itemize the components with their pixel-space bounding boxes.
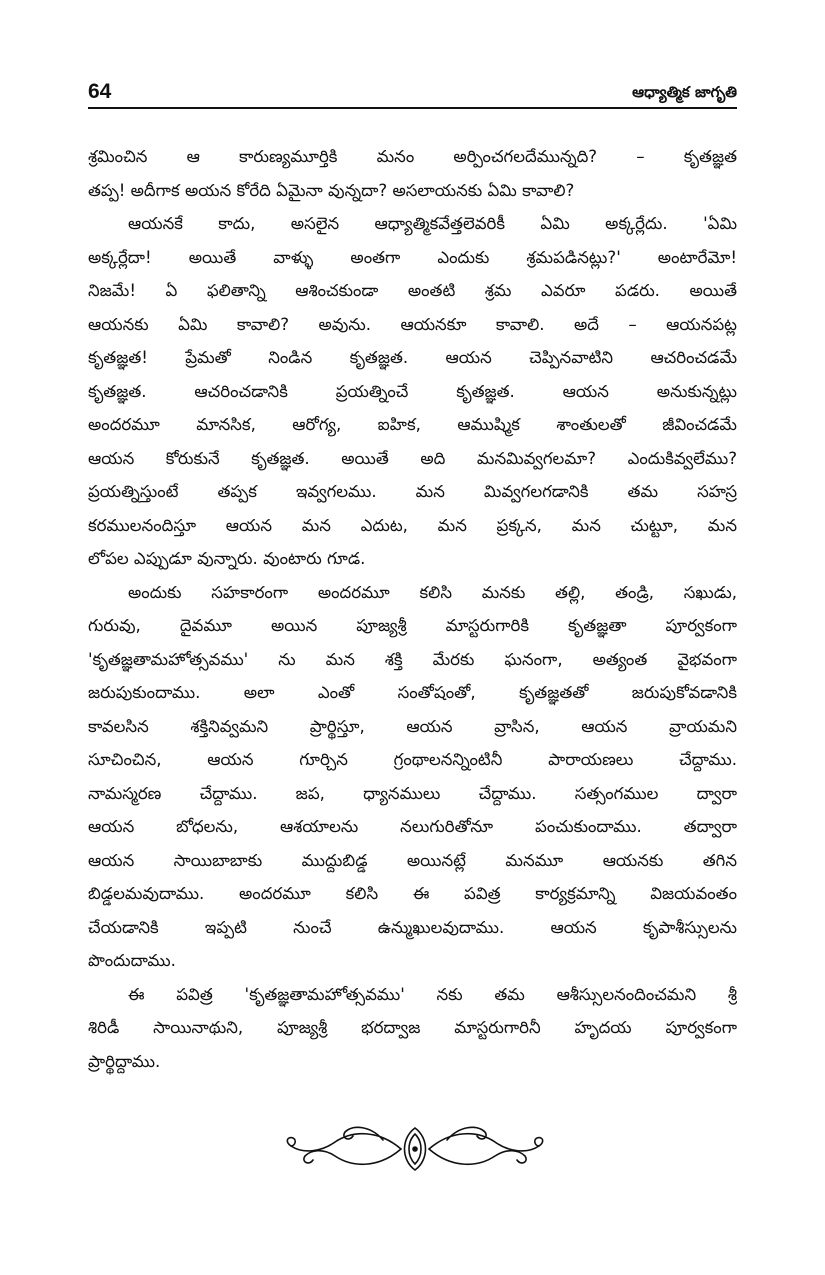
page-header xyxy=(88,78,737,106)
text-line: కృతజ్ఞత! ప్రేమతో నిండిన కృతజ్ఞత. ఆయన చెప్పినవాటిని ఆచరించడమే xyxy=(88,348,737,367)
text-line: అందుకు సహకారంగా అందరమూ కలిసి మనకు తల్లి, తండ్రి, సఖుడు, xyxy=(128,582,737,602)
text-line: ప్రయత్నిస్తుంటే తప్పక ఇవ్వగలము. మన మివ్వగలగడానికి తమ సహస్ర xyxy=(88,482,737,501)
text-line: ఆయన సాయిబాబాకు ముద్దుబిడ్డ అయినట్లే మనమూ ఆయనకు తగిన xyxy=(88,850,737,870)
text-line: ప్రార్థిద్దాము. xyxy=(88,1051,161,1071)
text-line: ఆయనకు ఏమి కావాలి? అవును. ఆయనకూ కావాలి. అదే – ఆయనపట్ల xyxy=(88,314,737,334)
text-line: అక్కర్లేదా! అయితే వాళ్ళు అంతగా ఎందుకు శ్రమపడినట్లు?' అంటారేమో! xyxy=(88,247,737,267)
text-line: ఆయన బోధలను, ఆశయాలను నలుగురితోనూ పంచుకుందాము. తద్వారా xyxy=(88,817,737,836)
text-line: శ్రమించిన ఆ కారుణ్యమూర్తికి మనం అర్పించగలదేమున్నది? – కృతజ్ఞత xyxy=(88,147,737,166)
text-line: నిజమే! ఏ ఫలితాన్ని ఆశించకుండా అంతటి శ్రమ ఎవరూ పడరు. అయితే xyxy=(88,281,737,300)
text-line: లోపల ఎప్పుడూ వున్నారు. వుంటారు గూడ. xyxy=(88,549,366,568)
text-line: 'కృతజ్ఞతామహోత్సవము' ను మన శక్తి మేరకు ఘనంగా, అత్యంత వైభవంగా xyxy=(88,649,737,669)
page-number: 64 xyxy=(88,80,112,103)
text-line: ఈ పవిత్ర 'కృతజ్ఞతామహోత్సవము' నకు తమ ఆశీస్సులనందించమని శ్రీ xyxy=(128,984,737,1004)
paragraph-4 xyxy=(88,978,737,1079)
text-line: చేయడానికి ఇప్పటి నుంచే ఉన్ముఖులవుదాము. ఆయన కృపాశీస్సులను xyxy=(88,917,737,937)
text-line: తప్ప! అదీగాక అయన కోరేది ఏమైనా వున్నదా? అసలాయనకు ఏమి కావాలి? xyxy=(88,180,575,200)
text-line: గురువు, దైవమూ అయిన పూజ్యశ్రీ మాస్టరుగారికి కృతజ్ఞతా పూర్వకంగా xyxy=(88,616,737,635)
text-line: నామస్మరణ చేద్దాము. జప, ధ్యానములు చేద్దాము. సత్సంగముల ద్వారా xyxy=(88,783,737,803)
header-rule xyxy=(88,107,737,109)
text-line: ఆయనకే కాదు, అసలైన ఆధ్యాత్మికవేత్తలెవరికీ ఏమి అక్కర్లేదు. 'ఏమి xyxy=(128,214,737,233)
text-line: సూచించిన, ఆయన గూర్చిన గ్రంథాలనన్నింటినీ పారాయణలు చేద్దాము. xyxy=(88,750,737,769)
text-line: కరములనందిస్తూ ఆయన మన ఎదుట, మన ప్రక్కన, మన చుట్టూ, మన xyxy=(88,515,737,535)
decorative-flourish-icon xyxy=(283,1120,548,1178)
text-line: అందరమూ మానసిక, ఆరోగ్య, ఐహిక, ఆముష్మిక శాంతులతో జీవించడమే xyxy=(88,415,737,434)
text-line: శిరిడీ సాయినాథుని, పూజ్యశ్రీ భరద్వాజ మాస్టరుగారినీ హృదయ పూర్వకంగా xyxy=(88,1018,737,1037)
paragraph-1 xyxy=(88,140,737,207)
running-title: ఆధ్యాత్మిక జాగృతి xyxy=(632,83,737,101)
text-line: కావలసిన శక్తినివ్వమని ప్రార్థిస్తూ, ఆయన వ్రాసిన, ఆయన వ్రాయమని xyxy=(88,716,737,736)
paragraph-2 xyxy=(88,207,737,576)
text-line: బిడ్డలమవుదాము. అందరమూ కలిసి ఈ పవిత్ర కార్యక్రమాన్ని విజయవంతం xyxy=(88,884,737,903)
paragraph-3 xyxy=(88,576,737,978)
text-line: పొందుదాము. xyxy=(88,951,176,970)
text-line: ఆయన కోరుకునే కృతజ్ఞత. అయితే అది మనమివ్వగలమా? ఎందుకివ్వలేము? xyxy=(88,448,737,468)
text-line: జరుపుకుందాము. అలా ఎంతో సంతోషంతో, కృతజ్ఞతతో జరుపుకోవడానికి xyxy=(88,683,737,702)
body-text xyxy=(88,140,737,1078)
text-line: కృతజ్ఞత. ఆచరించడానికి ప్రయత్నించే కృతజ్ఞత. ఆయన అనుకున్నట్లు xyxy=(88,381,737,401)
